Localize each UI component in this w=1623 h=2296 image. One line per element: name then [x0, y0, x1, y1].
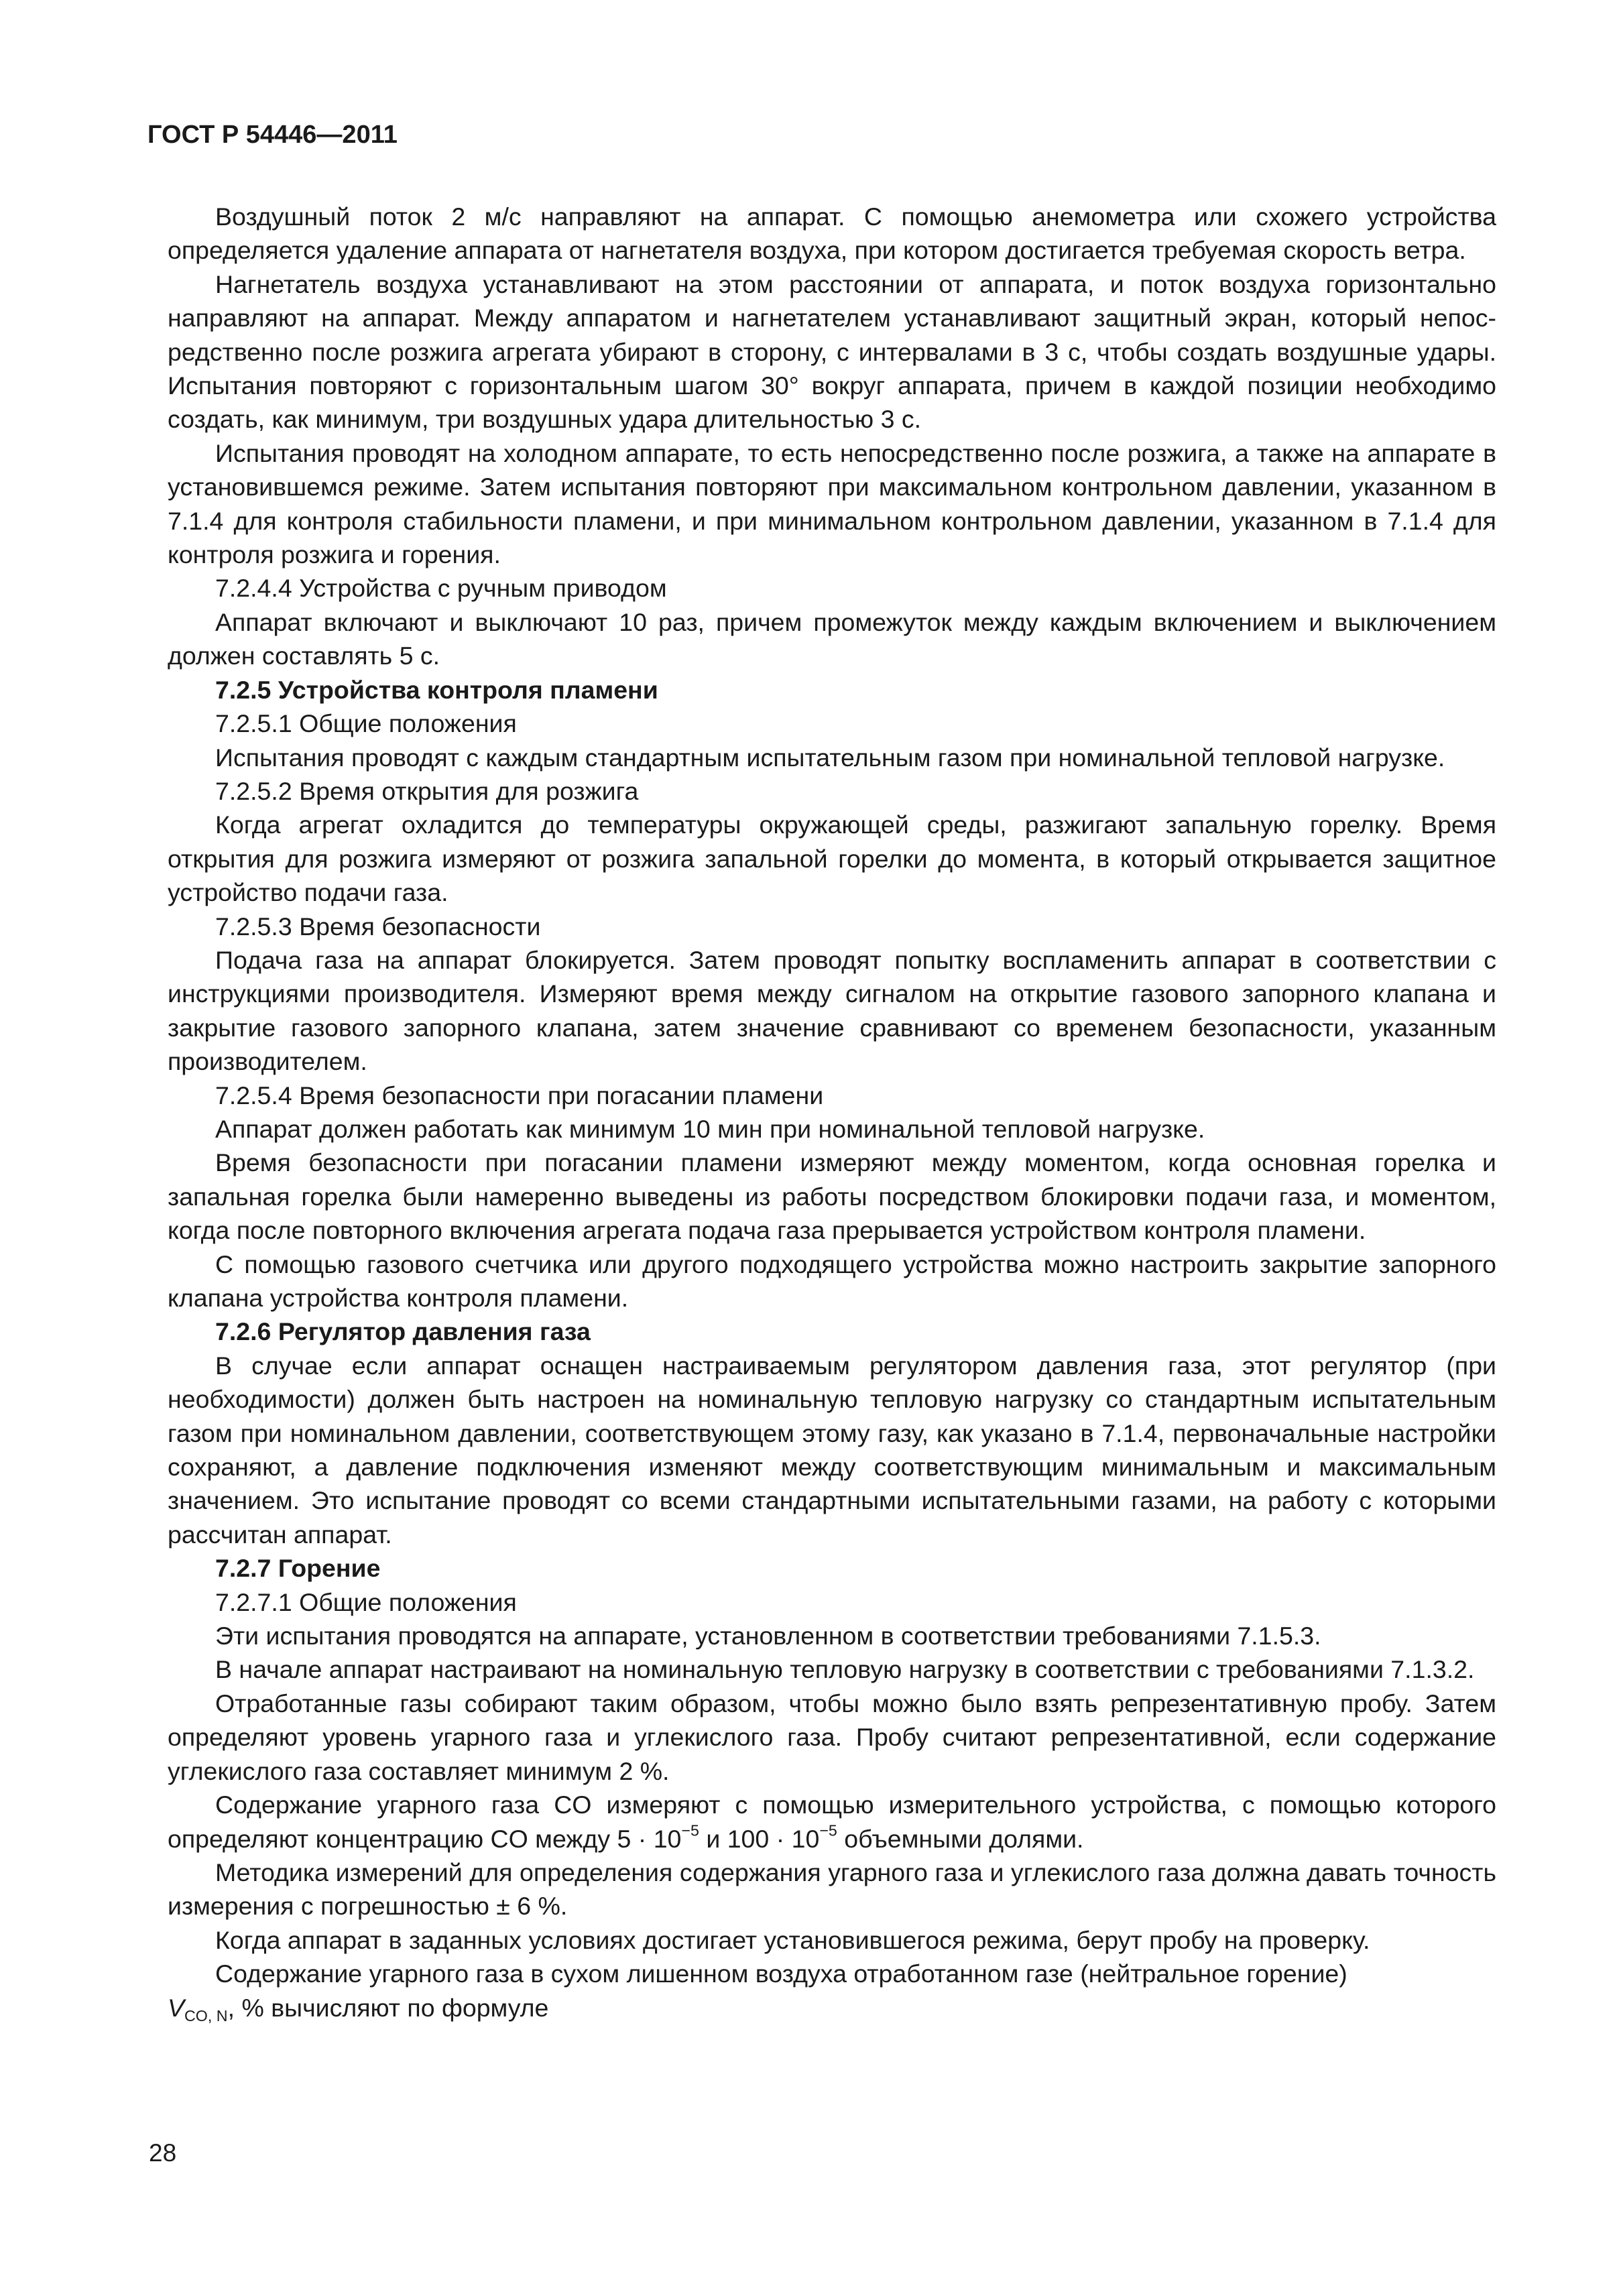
formula-variable: V [168, 1993, 185, 2022]
paragraph: Испытания проводят с каждым стандартным испытательным газом при номинальной тепловой нагрузке. [215, 743, 1445, 772]
paragraph: Аппарат должен работать как минимум 10 мин при номинальной тепловой нагрузке. [215, 1114, 1205, 1143]
section-heading: 7.2.7 Горение [215, 1554, 381, 1583]
paragraph: В случае если аппарат оснащен настраиваемым регулятором давления газа, этот регулятор (при необходимости) должен быть настроен на номинальную тепловую нагрузку со стандартным испытательным газом при номинальном давлении, соответствующем этому газу, как указано в 7.1.4, первоначальные настройки сохраняют, а давление подключения изменяют между соответствующим минимальным и максимальным значением. Это испытание проводят со всеми стандартными испытательными газами, на работу с которыми рассчитан аппарат. [168, 1351, 1496, 1549]
paragraph-text: объемными долями. [837, 1824, 1084, 1853]
paragraph: Время безопасности при погасании пламени измеряют между моментом, когда основная горелка и запальная горелка были намеренно выведены из работы посредством блокировки подачи газа, и моментом, когда после повторного включения агрегата подача газа прерывается устройством контроля пламени. [168, 1148, 1496, 1245]
paragraph-text: Содержание угарного газа CO измеряют с помощью измерительного устройства, с помощью которого определяют концентрацию CO между 5 · 10 [168, 1791, 1496, 1853]
paragraph: Содержание угарного газа в сухом лишенном воздуха отработанном газе (нейтральное горение) [215, 1959, 1347, 1988]
paragraph: Испытания проводят на холодном аппарате, то есть непосредственно после розжига, а также на аппарате в установившемся режиме. Затем испытания повторяют при максимальном контрольном давлении, указанном в 7.1.4 для контроля стабильности пламени, и при минимальном контрольном давлении, указанном в 7.1.4 для контроля розжига и горения. [168, 438, 1496, 569]
paragraph: Отработанные газы собирают таким образом, чтобы можно было взять репрезентативную пробу. Затем определяют уровень угарного газа и углекислого газа. Пробу считают репрезентативной, если содержание углекислого газа составляет минимум 2 %. [168, 1689, 1496, 1785]
paragraph: Когда аппарат в заданных условиях достигает установившегося режима, берут пробу на проверку. [215, 1925, 1370, 1954]
section-heading: 7.2.6 Регулятор давления газа [215, 1317, 591, 1346]
paragraph: Нагнетатель воздуха устанавливают на этом расстоянии от аппарата, и поток воздуха горизонтально направляют на аппарат. Между аппаратом и нагнетателем устанавливают защитный экран, который непосредственно после розжига агрегата убирают в сторону, с интервалами в 3 с, чтобы создать воздушные удары. Испытания повторяют с горизонтальным шагом 30° вокруг аппарата, причем в каждой позиции необходимо создать, как минимум, три воздушных удара длительностью 3 с. [168, 269, 1496, 434]
subsection-heading: 7.2.5.1 Общие положения [215, 709, 517, 738]
exponent: −5 [819, 1821, 837, 1839]
paragraph: С помощью газового счетчика или другого подходящего устройства можно настроить закрытие запорного клапана устройства контроля пламени. [168, 1250, 1496, 1312]
paragraph: Когда агрегат охладится до температуры окружающей среды, разжигают запальную горелку. Время открытия для розжига измеряют от розжига запальной горелки до момента, в который открывается защитное устройство подачи газа. [168, 810, 1496, 907]
paragraph: Аппарат включают и выключают 10 раз, причем промежуток между каждым включением и выключением должен составлять 5 с. [168, 607, 1496, 670]
exponent: −5 [681, 1821, 699, 1839]
paragraph-text: и 100 · 10 [699, 1824, 820, 1853]
page-number: 28 [149, 2139, 177, 2167]
paragraph [168, 1788, 1496, 1856]
paragraph: Методика измерений для определения содержания угарного газа и углекислого газа должна давать точность измерения с погрешностью ± 6 %. [168, 1858, 1496, 1921]
subsection-heading: 7.2.5.4 Время безопасности при погасании пламени [215, 1081, 824, 1109]
subsection-heading: 7.2.4.4 Устройства с ручным приводом [215, 574, 667, 603]
paragraph: Эти испытания проводятся на аппарате, установленном в соответствии требованиями 7.1.5.3. [215, 1622, 1321, 1650]
subsection-heading: 7.2.5.2 Время открытия для розжига [215, 776, 639, 805]
paragraph: В начале аппарат настраивают на номинальную тепловую нагрузку в соответствии с требованиями 7.1.3.2. [215, 1655, 1475, 1684]
section-heading: 7.2.5 Устройства контроля пламени [215, 675, 658, 704]
paragraph: Воздушный поток 2 м/с направляют на аппарат. С помощью анемометра или схожего устройства определяется удаление аппарата от нагнетателя воздуха, при котором достигается требуемая скорость ветра. [168, 202, 1496, 265]
subsection-heading: 7.2.5.3 Время безопасности [215, 912, 541, 941]
paragraph: Подача газа на аппарат блокируется. Затем проводят попытку воспламенить аппарат в соответствии с инструкциями производителя. Измеряют время между сигналом на открытие газового запорного клапана и закрытие газового запорного клапана, затем значение сравнивают со временем безопасности, указанным производителем. [168, 945, 1496, 1076]
document-body [168, 200, 1496, 2025]
subsection-heading: 7.2.7.1 Общие положения [215, 1587, 517, 1616]
formula-subscript: CO, N [184, 2006, 228, 2025]
paragraph-continuation [168, 1991, 1496, 2025]
document-header: ГОСТ Р 54446—2011 [147, 121, 398, 149]
paragraph-text: , % вычисляют по формуле [227, 1993, 549, 2022]
